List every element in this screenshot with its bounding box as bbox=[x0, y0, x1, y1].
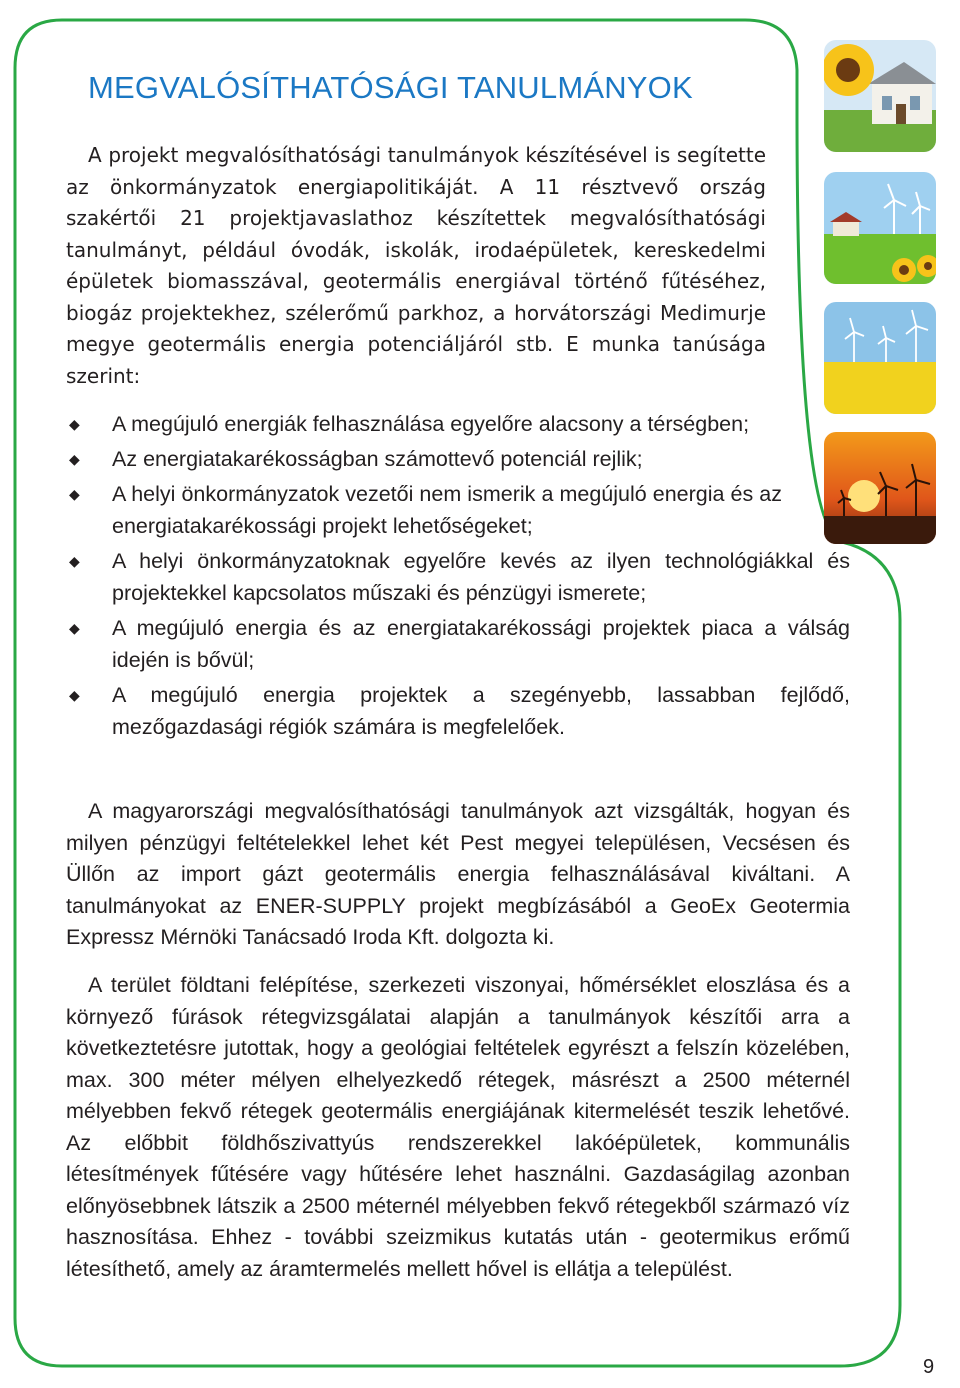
list-item: ◆ A megújuló energia projektek a szegényebb, lassabban fejlődő, mezőgazdasági régiók számára is megfelelőek. bbox=[69, 683, 850, 739]
geology-paragraph: A terület földtani felépítése, szerkezeti viszonyai, hőmérséklet eloszlása és a környező fúrások rétegvizsgálatai alapján a tanulmányok készítői arra a következtetésre jutottak, hogy a geológiai feltételek egyrészt a felszín közelében, max. 300 méter mélyen elhelyezkedő rétegek, másrészt a 2500 méternél mélyebben fekvő rétegek geotermális energiájának kitermelését teszik lehetővé. Az előbbit földhőszivattyús rendszerekkel lakóépületek, kommunális létesítmények fűtésére vagy hűtésére lehet használni. Gazdaságilag azonban előnyösebbnek látszik a 2500 méternél mélyebben fekvő rétegekből származó víz hasznosítása. Ehhez - további szeizmikus kutatás után - geotermikus erőmű létesíthető, amely az áramtermelés mellett hővel is ellátja a települést. bbox=[66, 973, 850, 1281]
diamond-bullet-icon: ◆ bbox=[69, 553, 80, 569]
wind-meadow-photo bbox=[824, 172, 936, 284]
findings-list bbox=[66, 408, 850, 746]
sunset-turbines-photo bbox=[824, 432, 936, 544]
list-item: ◆ A megújuló energiák felhasználása egyelőre alacsony a térségben; bbox=[69, 412, 750, 436]
diamond-bullet-icon: ◆ bbox=[69, 620, 80, 636]
intro-paragraph: A projekt megvalósíthatósági tanulmányok készítésével is segítette az önkormányzatok energiapolitikáját. A 11 résztvevő ország szakértői 21 projektjavaslathoz készítettek megvalósíthatósági tanulmányt, például óvodák, iskolák, irodaépületek, kereskedelmi épületek biomasszával, geotermális energiával történő fűtéséhez, biogáz projektekhez, szélerőmű parkhoz, a horvátországi Medimurje megye geotermális energia potenciáljáról stb. E munka tanúsága szerint: bbox=[66, 143, 766, 388]
list-item: ◆ A megújuló energia és az energiatakarékossági projektek piaca a válság idején is bővül; bbox=[69, 616, 850, 672]
list-item: ◆ A helyi önkormányzatok vezetői nem ismerik a megújuló energia és az energiatakarékossági projekt lehetőségeket; bbox=[69, 482, 782, 538]
page-number: 9 bbox=[923, 1356, 935, 1378]
diamond-bullet-icon: ◆ bbox=[69, 416, 80, 432]
diamond-bullet-icon: ◆ bbox=[69, 451, 80, 467]
rapeseed-turbines-photo bbox=[824, 302, 936, 414]
sunflower-house-photo bbox=[824, 40, 936, 152]
page-title: MEGVALÓSÍTHATÓSÁGI TANULMÁNYOK bbox=[88, 70, 693, 105]
diamond-bullet-icon: ◆ bbox=[69, 687, 80, 703]
hungarian-studies-paragraph: A magyarországi megvalósíthatósági tanulmányok azt vizsgálták, hogyan és milyen pénzügyi feltételekkel lehet két Pest megyei településen, Vecsésen és Üllőn az import gázt geotermális energia felhasználásával kiváltani. A tanulmányokat az ENER-SUPPLY projekt megbízásából a GeoEx Geotermia Expressz Mérnöki Tanácsadó Iroda Kft. dolgozta ki. bbox=[66, 799, 850, 949]
list-item: ◆ Az energiatakarékosságban számottevő potenciál rejlik; bbox=[69, 447, 643, 471]
list-item: ◆ A helyi önkormányzatoknak egyelőre kevés az ilyen technológiákkal és projektekkel kapcsolatos műszaki és pénzügyi ismerete; bbox=[69, 549, 850, 605]
diamond-bullet-icon: ◆ bbox=[69, 486, 80, 502]
